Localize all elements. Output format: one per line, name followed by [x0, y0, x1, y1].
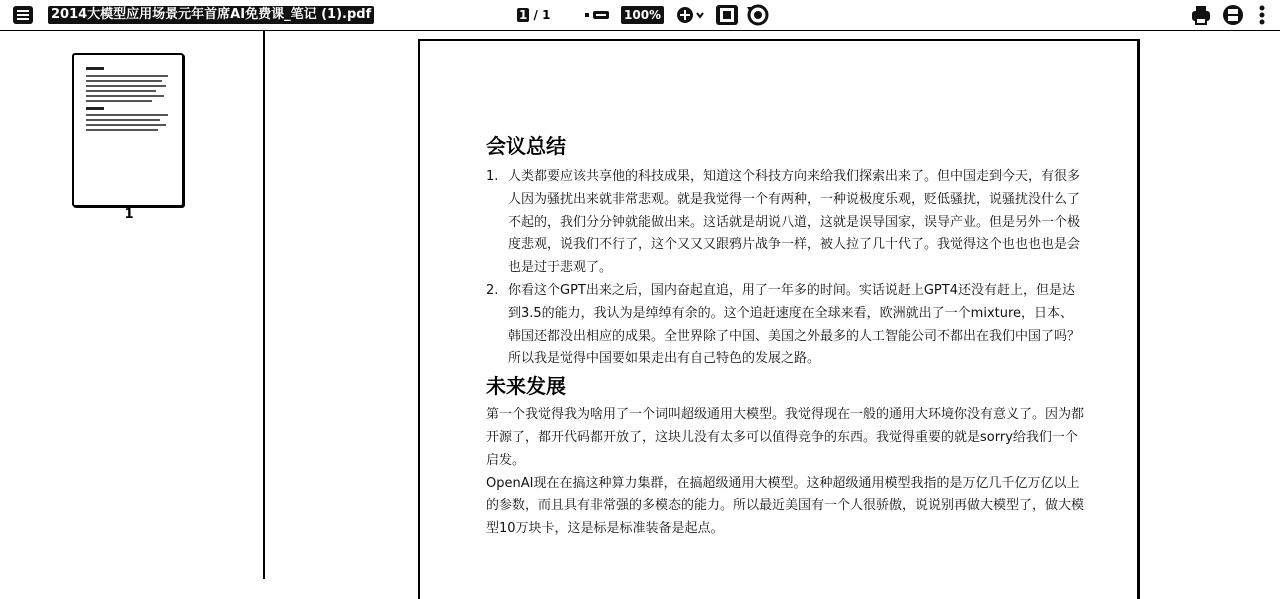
thumbnail-line — [86, 124, 166, 126]
document-viewer[interactable] — [265, 31, 1280, 579]
pdf-page — [418, 39, 1139, 599]
thumbnail-line — [86, 100, 152, 102]
zoom-level-select[interactable]: 100% — [621, 6, 664, 24]
thumbnail-line — [86, 114, 168, 116]
pdf-toolbar — [0, 0, 1280, 31]
more-vertical-icon — [1259, 5, 1265, 25]
download-icon — [1221, 4, 1245, 26]
fit-page-icon — [715, 4, 739, 26]
print-icon — [1190, 4, 1212, 26]
page-thumbnail[interactable] — [72, 53, 184, 207]
download-button[interactable] — [1220, 3, 1246, 27]
thumbnail-page-label: 1 — [124, 207, 134, 222]
rotate-icon — [745, 4, 771, 26]
rotate-button[interactable] — [745, 4, 771, 26]
document-title: 2014大模型应用场景元年首席AI免费课_笔记 (1).pdf — [48, 6, 374, 24]
section-heading-summary: 会议总结 — [486, 134, 566, 158]
plus-icon — [674, 4, 708, 26]
page-total: / 1 — [533, 8, 551, 22]
section-future — [486, 373, 1086, 541]
print-button[interactable] — [1189, 3, 1213, 27]
thumbnail-line — [86, 119, 160, 121]
more-options-button[interactable] — [1254, 3, 1270, 27]
paragraph: 第一个我觉得我为啥用了一个词叫超级通用大模型。我觉得现在一般的通用大环境你没有意义了。因为都开源了，都开代码都开放了，这块儿没有太多可以值得竞争的东西。我觉得重要的就是sorry给我们一个启发。 — [486, 407, 1085, 468]
list-item-text: 人类都要应该共享他的科技成果，知道这个科技方向来给我们探索出来了。但中国走到今天，有很多人因为骚扰出来就非常悲观。就是我觉得一个有两种，一种说极度乐观，贬低骚扰，说骚扰没什么了不起的，我们分分钟就能做出来。这话就是胡说八道，这就是误导国家，误导产业。但是另外一个极度悲观，说我们不行了，这个又又又跟鸦片战争一样，被人拉了几十代了。我觉得这个也也也也是会也是过于悲观了。 — [508, 169, 1081, 276]
list-item-text: 你看这个GPT出来之后，国内奋起直追，用了一年多的时间。实话说赶上GPT4还没有赶上，但是达到3.5的能力，我认为是绰绰有余的。这个追赶速度在全球来看，欧洲就出了一个mixture，日本、韩国还都没出相应的成果。全世界除了中国、美国之外最多的人工智能公司不都出在我们中国了吗？所以我是觉得中国要如果走出有自己特色的发展之路。 — [508, 282, 1081, 367]
minus-icon — [583, 5, 613, 25]
fit-page-button[interactable] — [715, 4, 739, 26]
thumbnail-line — [86, 75, 168, 77]
page-number-input[interactable]: 1 — [519, 8, 528, 22]
thumbnail-line — [86, 85, 166, 87]
paragraph: OpenAI现在在搞这种算力集群，在搞超级通用大模型。这种超级通用模型我指的是万亿几千亿万亿以上的参数，而且具有非常强的多模态的能力。所以最近美国有一个人很骄傲，说说别再做大模型了，做大模型10万块卡，这是标是标准装备是起点。 — [486, 475, 1085, 537]
section-heading-future: 未来发展 — [486, 374, 566, 399]
page-indicator — [517, 6, 550, 24]
summary-list — [486, 166, 1086, 371]
thumbnail-line — [86, 129, 158, 131]
list-item — [486, 280, 1086, 371]
page-content — [486, 133, 1086, 541]
zoom-out-button[interactable] — [583, 5, 613, 25]
thumbnail-line — [86, 95, 164, 97]
list-item-number: 1. — [486, 169, 499, 184]
list-item — [486, 166, 1086, 280]
list-item-number: 2. — [486, 282, 499, 298]
thumbnail-sidebar — [0, 31, 265, 579]
zoom-in-button[interactable] — [674, 4, 708, 26]
thumbnail-line — [86, 107, 104, 110]
thumbnail-line — [86, 90, 156, 92]
thumbnail-line — [86, 67, 104, 70]
thumbnail-line — [86, 80, 162, 82]
hamburger-menu-icon[interactable] — [12, 5, 34, 25]
